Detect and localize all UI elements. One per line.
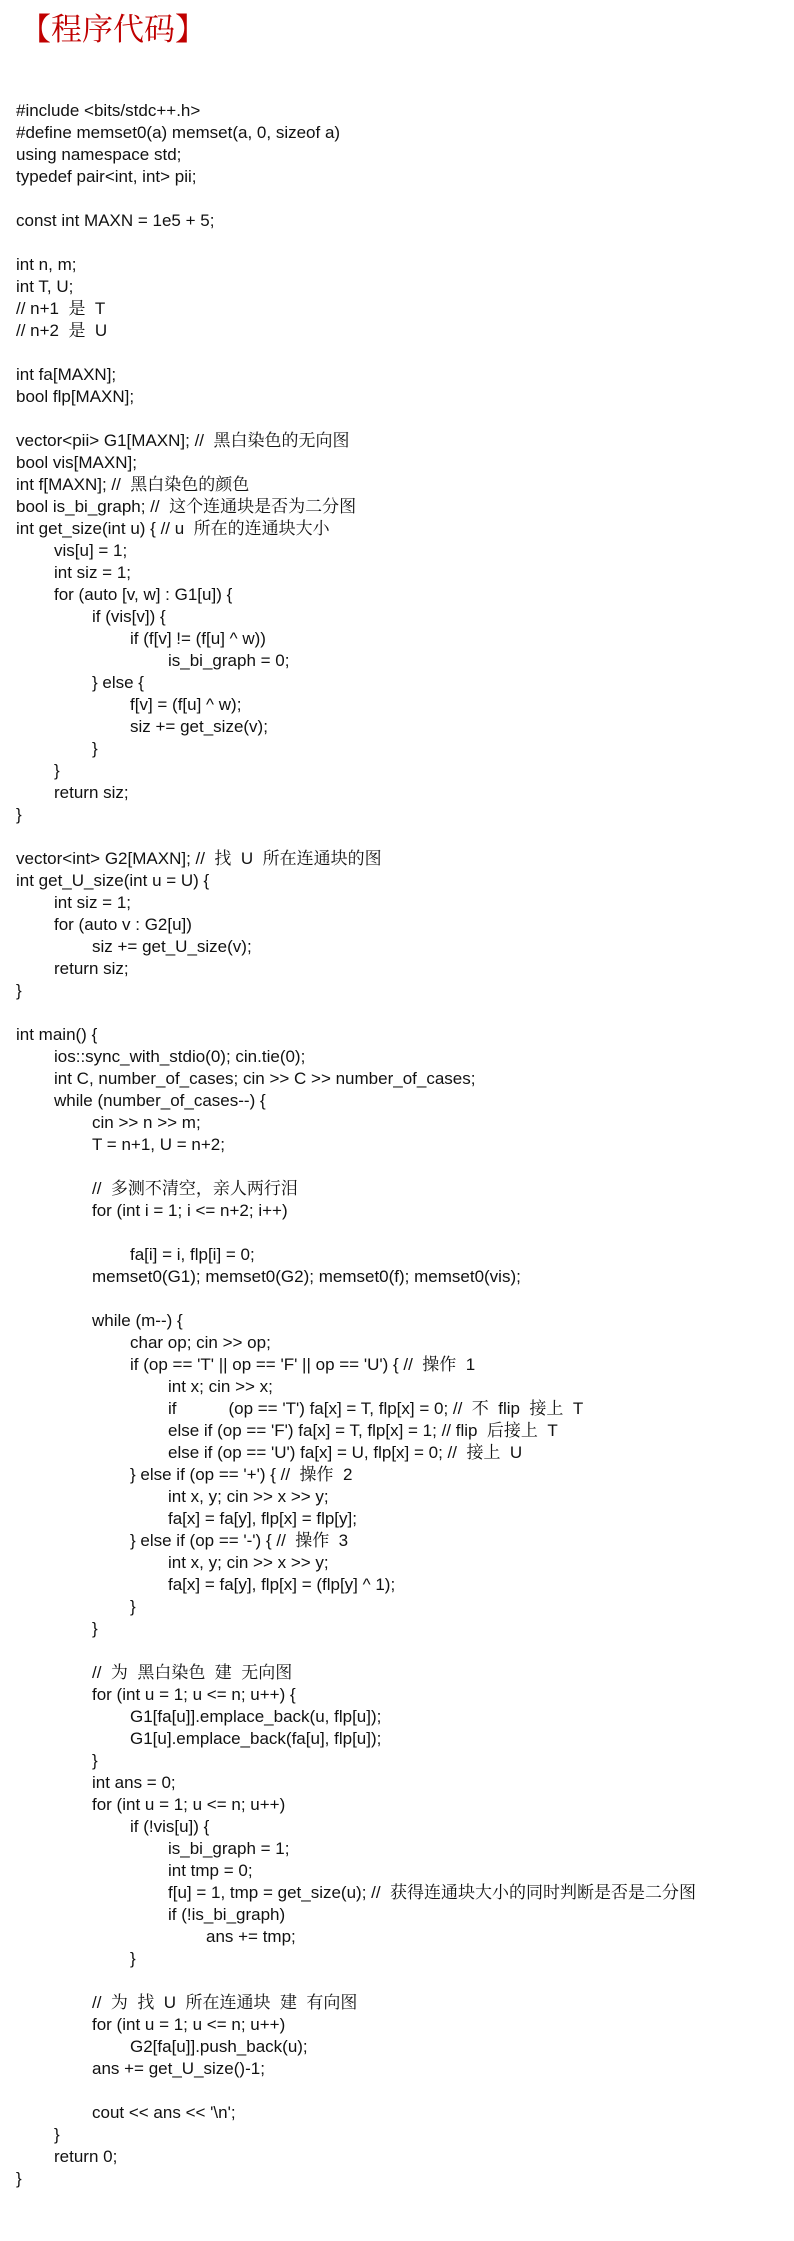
code-line xyxy=(16,1002,696,1024)
code-line: is_bi_graph = 0; xyxy=(168,651,290,670)
code-line: int T, U; xyxy=(16,277,74,296)
code-line: if (!is_bi_graph) xyxy=(168,1905,286,1924)
code-line xyxy=(16,1970,696,1992)
code-line: cout << ans << '\n'; xyxy=(92,2103,236,2122)
code-line: #include <bits/stdc++.h> xyxy=(16,101,201,120)
code-line: cin >> n >> m; xyxy=(92,1113,201,1132)
code-line: return siz; xyxy=(54,783,129,802)
code-line: // 为 黑白染色 建 无向图 xyxy=(92,1663,293,1682)
code-line: return siz; xyxy=(54,959,129,978)
code-line: if (vis[v]) { xyxy=(92,607,166,626)
code-line: int fa[MAXN]; xyxy=(16,365,117,384)
code-line: G1[fa[u]].emplace_back(u, flp[u]); xyxy=(130,1707,382,1726)
code-line: int f[MAXN]; // 黑白染色的颜色 xyxy=(16,475,250,494)
code-line: // n+2 是 U xyxy=(16,321,108,340)
code-line: for (int u = 1; u <= n; u++) xyxy=(92,1795,286,1814)
code-line: using namespace std; xyxy=(16,145,182,164)
code-line: if (op == 'T') fa[x] = T, flp[x] = 0; // 不 flip 接上 T xyxy=(168,1399,584,1418)
code-line: fa[x] = fa[y], flp[x] = flp[y]; xyxy=(168,1509,357,1528)
code-line: G2[fa[u]].push_back(u); xyxy=(130,2037,308,2056)
code-line: } xyxy=(16,981,22,1000)
code-line xyxy=(16,1156,696,1178)
code-line: else if (op == 'U') fa[x] = U, flp[x] = 0; // 接上 U xyxy=(168,1443,523,1462)
code-line: bool is_bi_graph; // 这个连通块是否为二分图 xyxy=(16,497,357,516)
code-line: // n+1 是 T xyxy=(16,299,106,318)
code-line: int tmp = 0; xyxy=(168,1861,253,1880)
code-line: } xyxy=(54,761,60,780)
code-line: vector<int> G2[MAXN]; // 找 U 所在连通块的图 xyxy=(16,849,382,868)
code-line: for (int u = 1; u <= n; u++) { xyxy=(92,1685,296,1704)
code-line: int x, y; cin >> x >> y; xyxy=(168,1553,329,1572)
code-line: const int MAXN = 1e5 + 5; xyxy=(16,211,215,230)
code-line: f[v] = (f[u] ^ w); xyxy=(130,695,242,714)
code-line: typedef pair<int, int> pii; xyxy=(16,167,197,186)
code-line: if (f[v] != (f[u] ^ w)) xyxy=(130,629,266,648)
code-line xyxy=(16,188,696,210)
code-line: int get_size(int u) { // u 所在的连通块大小 xyxy=(16,519,330,538)
code-line: else if (op == 'F') fa[x] = T, flp[x] = 1; // flip 后接上 T xyxy=(168,1421,558,1440)
code-line: int x, y; cin >> x >> y; xyxy=(168,1487,329,1506)
code-line: ans += get_U_size()-1; xyxy=(92,2059,265,2078)
code-line: int siz = 1; xyxy=(54,563,132,582)
code-line: G1[u].emplace_back(fa[u], flp[u]); xyxy=(130,1729,382,1748)
code-line: ans += tmp; xyxy=(206,1927,296,1946)
code-line: } xyxy=(130,1949,136,1968)
code-line: } xyxy=(92,1751,98,1770)
code-line: if (!vis[u]) { xyxy=(130,1817,210,1836)
code-line: vis[u] = 1; xyxy=(54,541,128,560)
code-line: } xyxy=(16,2169,22,2188)
code-line xyxy=(16,1288,696,1310)
code-line: fa[i] = i, flp[i] = 0; xyxy=(130,1245,255,1264)
code-line: while (m--) { xyxy=(92,1311,183,1330)
code-line: while (number_of_cases--) { xyxy=(54,1091,266,1110)
code-line: bool vis[MAXN]; xyxy=(16,453,137,472)
code-line: return 0; xyxy=(54,2147,118,2166)
code-line: vector<pii> G1[MAXN]; // 黑白染色的无向图 xyxy=(16,431,350,450)
code-line: } xyxy=(92,739,98,758)
code-line xyxy=(16,342,696,364)
code-line: is_bi_graph = 1; xyxy=(168,1839,290,1858)
code-line: ios::sync_with_stdio(0); cin.tie(0); xyxy=(54,1047,306,1066)
code-line: if (op == 'T' || op == 'F' || op == 'U') { // 操作 1 xyxy=(130,1355,476,1374)
code-line: // 多测不清空，亲人两行泪 xyxy=(92,1179,298,1198)
code-line: for (int i = 1; i <= n+2; i++) xyxy=(92,1201,288,1220)
code-line: } else if (op == '+') { // 操作 2 xyxy=(130,1465,353,1484)
code-line: int get_U_size(int u = U) { xyxy=(16,871,210,890)
code-line: int main() { xyxy=(16,1025,98,1044)
code-line: for (auto v : G2[u]) xyxy=(54,915,192,934)
code-line: bool flp[MAXN]; xyxy=(16,387,135,406)
code-line: for (int u = 1; u <= n; u++) xyxy=(92,2015,286,2034)
code-line: f[u] = 1, tmp = get_size(u); // 获得连通块大小的同时判断是否是二分图 xyxy=(168,1883,697,1902)
code-line: int ans = 0; xyxy=(92,1773,176,1792)
code-line: memset0(G1); memset0(G2); memset0(f); memset0(vis); xyxy=(92,1267,521,1286)
code-line: #define memset0(a) memset(a, 0, sizeof a) xyxy=(16,123,341,142)
code-line: siz += get_U_size(v); xyxy=(92,937,252,956)
code-line: int siz = 1; xyxy=(54,893,132,912)
code-line: // 为 找 U 所在连通块 建 有向图 xyxy=(92,1993,358,2012)
code-line: int x; cin >> x; xyxy=(168,1377,273,1396)
code-line: int C, number_of_cases; cin >> C >> number_of_cases; xyxy=(54,1069,476,1088)
code-line: for (auto [v, w] : G1[u]) { xyxy=(54,585,233,604)
code-line: int n, m; xyxy=(16,255,77,274)
code-line xyxy=(16,1640,696,1662)
code-line: } else if (op == '-') { // 操作 3 xyxy=(130,1531,349,1550)
code-line: } xyxy=(16,805,22,824)
code-line: char op; cin >> op; xyxy=(130,1333,271,1352)
code-line xyxy=(16,1222,696,1244)
code-line: } xyxy=(130,1597,136,1616)
code-line: } xyxy=(92,1619,98,1638)
code-line: } xyxy=(54,2125,60,2144)
code-line xyxy=(16,826,696,848)
code-line xyxy=(16,2080,696,2102)
code-line: fa[x] = fa[y], flp[x] = (flp[y] ^ 1); xyxy=(168,1575,396,1594)
code-block xyxy=(16,100,696,2190)
code-line: siz += get_size(v); xyxy=(130,717,268,736)
code-line xyxy=(16,232,696,254)
code-line: T = n+1, U = n+2; xyxy=(92,1135,225,1154)
code-line xyxy=(16,408,696,430)
section-heading: 【程序代码】 xyxy=(20,12,206,48)
code-line: } else { xyxy=(92,673,144,692)
